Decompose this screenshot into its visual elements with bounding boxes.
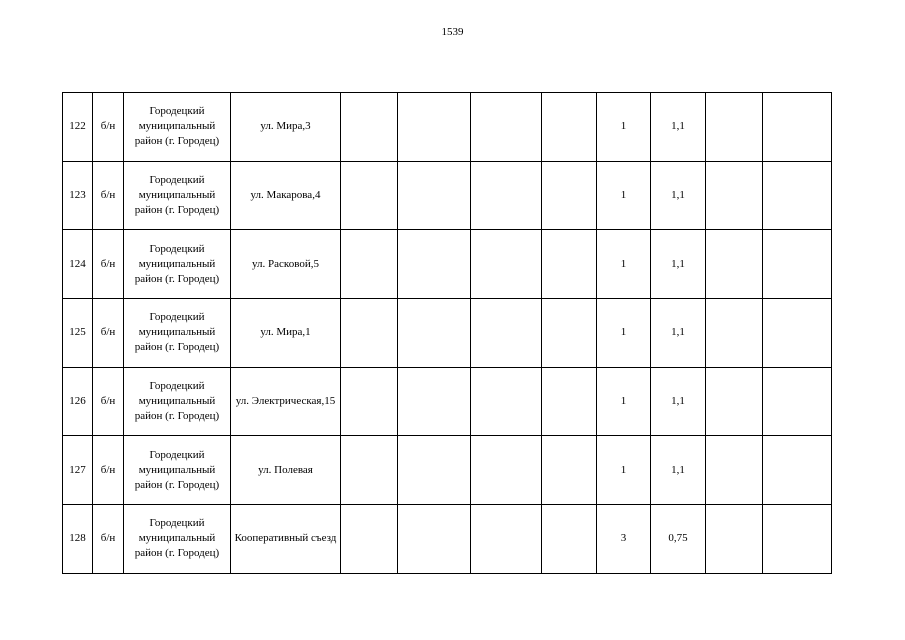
cell-col5 (341, 93, 398, 162)
cell-col5 (341, 505, 398, 574)
cell-number: 122 (63, 93, 93, 162)
cell-col7 (471, 161, 542, 230)
cell-reference: б/н (93, 93, 124, 162)
cell-col11 (706, 93, 763, 162)
cell-address: ул. Макарова,4 (231, 161, 341, 230)
cell-col7 (471, 505, 542, 574)
cell-col6 (398, 299, 471, 368)
cell-count: 1 (597, 367, 651, 436)
cell-value: 1,1 (651, 299, 706, 368)
cell-reference: б/н (93, 230, 124, 299)
cell-reference: б/н (93, 505, 124, 574)
cell-district: Городецкий муниципальный район (г. Городец) (124, 436, 231, 505)
cell-address: ул. Полевая (231, 436, 341, 505)
cell-value: 1,1 (651, 93, 706, 162)
cell-col6 (398, 367, 471, 436)
cell-col12 (763, 93, 832, 162)
cell-count: 1 (597, 230, 651, 299)
cell-district: Городецкий муниципальный район (г. Городец) (124, 299, 231, 368)
cell-value: 0,75 (651, 505, 706, 574)
register-table (62, 92, 832, 574)
table-row (63, 161, 832, 230)
cell-value: 1,1 (651, 367, 706, 436)
cell-col11 (706, 161, 763, 230)
cell-number: 123 (63, 161, 93, 230)
cell-col7 (471, 93, 542, 162)
cell-value: 1,1 (651, 230, 706, 299)
cell-col5 (341, 436, 398, 505)
cell-col8 (542, 161, 597, 230)
table-row (63, 505, 832, 574)
cell-count: 1 (597, 93, 651, 162)
cell-number: 127 (63, 436, 93, 505)
cell-number: 125 (63, 299, 93, 368)
cell-col12 (763, 161, 832, 230)
cell-address: ул. Мира,3 (231, 93, 341, 162)
cell-address: ул. Электрическая,15 (231, 367, 341, 436)
cell-col8 (542, 367, 597, 436)
cell-count: 3 (597, 505, 651, 574)
register-table-body (63, 93, 832, 574)
cell-col11 (706, 436, 763, 505)
table-row (63, 367, 832, 436)
cell-address: Кооперативный съезд (231, 505, 341, 574)
cell-col8 (542, 93, 597, 162)
cell-reference: б/н (93, 161, 124, 230)
cell-col12 (763, 230, 832, 299)
cell-reference: б/н (93, 299, 124, 368)
cell-district: Городецкий муниципальный район (г. Городец) (124, 367, 231, 436)
table-row (63, 436, 832, 505)
cell-address: ул. Мира,1 (231, 299, 341, 368)
cell-reference: б/н (93, 367, 124, 436)
cell-district: Городецкий муниципальный район (г. Городец) (124, 230, 231, 299)
cell-col12 (763, 367, 832, 436)
cell-col7 (471, 299, 542, 368)
cell-district: Городецкий муниципальный район (г. Городец) (124, 505, 231, 574)
cell-col8 (542, 230, 597, 299)
cell-col12 (763, 299, 832, 368)
cell-col6 (398, 93, 471, 162)
cell-col6 (398, 230, 471, 299)
cell-col8 (542, 299, 597, 368)
cell-district: Городецкий муниципальный район (г. Городец) (124, 161, 231, 230)
cell-col5 (341, 367, 398, 436)
cell-count: 1 (597, 299, 651, 368)
cell-count: 1 (597, 436, 651, 505)
table-row (63, 93, 832, 162)
table-row (63, 299, 832, 368)
cell-reference: б/н (93, 436, 124, 505)
cell-col7 (471, 230, 542, 299)
cell-col11 (706, 505, 763, 574)
cell-col11 (706, 230, 763, 299)
cell-col5 (341, 299, 398, 368)
page-number: 1539 (441, 26, 464, 38)
cell-col8 (542, 505, 597, 574)
cell-col12 (763, 505, 832, 574)
cell-value: 1,1 (651, 161, 706, 230)
cell-col6 (398, 161, 471, 230)
cell-address: ул. Расковой,5 (231, 230, 341, 299)
table-row (63, 230, 832, 299)
cell-number: 124 (63, 230, 93, 299)
cell-value: 1,1 (651, 436, 706, 505)
cell-col11 (706, 367, 763, 436)
cell-col7 (471, 436, 542, 505)
cell-number: 126 (63, 367, 93, 436)
cell-count: 1 (597, 161, 651, 230)
cell-number: 128 (63, 505, 93, 574)
cell-col7 (471, 367, 542, 436)
cell-col5 (341, 161, 398, 230)
cell-col6 (398, 505, 471, 574)
cell-col11 (706, 299, 763, 368)
cell-col6 (398, 436, 471, 505)
cell-col8 (542, 436, 597, 505)
cell-col12 (763, 436, 832, 505)
cell-col5 (341, 230, 398, 299)
cell-district: Городецкий муниципальный район (г. Городец) (124, 93, 231, 162)
